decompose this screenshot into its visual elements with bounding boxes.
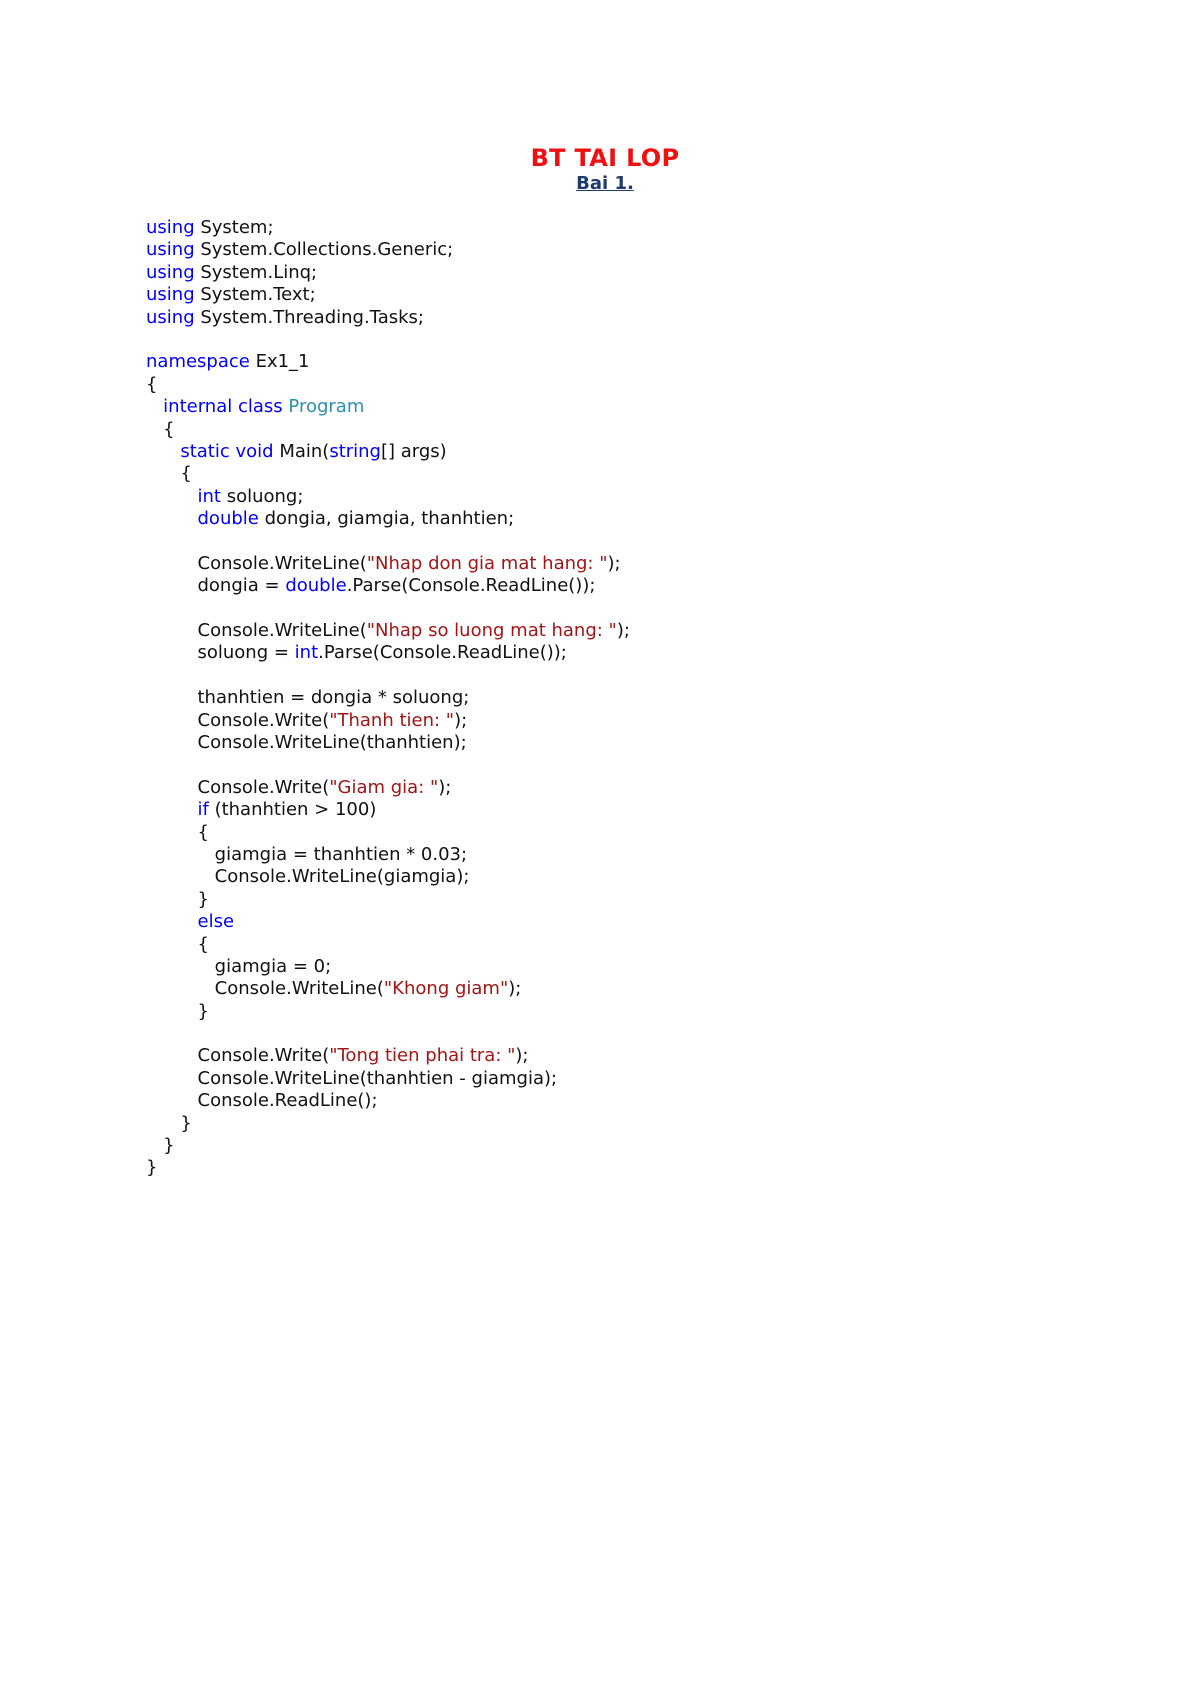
code-text: ); xyxy=(508,978,522,1000)
code-line xyxy=(146,934,630,956)
code-line xyxy=(146,553,630,575)
code-line xyxy=(146,822,630,844)
code-text: Console.WriteLine( xyxy=(146,620,367,642)
code-text: System.Collections.Generic; xyxy=(194,239,454,261)
code-text: Ex1_1 xyxy=(249,351,310,373)
code-line xyxy=(146,217,630,239)
code-text: dongia = xyxy=(146,575,286,597)
code-line xyxy=(146,754,630,776)
code-text: Console.Write( xyxy=(146,709,330,731)
code-text: System; xyxy=(194,217,274,238)
code-line xyxy=(146,620,630,642)
keyword-token: string xyxy=(329,440,381,462)
code-line xyxy=(146,530,630,552)
code-line xyxy=(146,441,630,463)
code-text: Console.WriteLine( xyxy=(146,552,367,574)
keyword-token: void xyxy=(235,440,274,462)
code-text xyxy=(146,441,180,462)
code-text: { xyxy=(146,373,158,395)
code-text: } xyxy=(146,1112,192,1134)
code-line xyxy=(146,575,630,597)
code-line xyxy=(146,1001,630,1023)
code-line xyxy=(146,486,630,508)
code-text xyxy=(146,799,198,820)
code-text: Console.WriteLine( xyxy=(146,978,384,1000)
code-text: ); xyxy=(607,552,621,574)
code-text: } xyxy=(146,888,209,910)
code-line xyxy=(146,866,630,888)
code-line xyxy=(146,1045,630,1067)
code-line xyxy=(146,284,630,306)
code-text: System.Text; xyxy=(194,284,316,306)
keyword-token: if xyxy=(197,799,209,821)
code-text: dongia, giamgia, thanhtien; xyxy=(258,508,515,530)
code-line xyxy=(146,777,630,799)
code-block xyxy=(146,217,630,1180)
code-line xyxy=(146,642,630,664)
code-text: System.Threading.Tasks; xyxy=(194,306,424,328)
code-line xyxy=(146,463,630,485)
code-line xyxy=(146,1157,630,1179)
code-text xyxy=(146,396,163,417)
code-text: Console.WriteLine(thanhtien); xyxy=(146,731,467,753)
code-text: Console.Write( xyxy=(146,776,330,798)
code-text: { xyxy=(146,933,209,955)
code-line xyxy=(146,710,630,732)
keyword-token: using xyxy=(146,261,195,283)
code-text: ); xyxy=(438,776,452,798)
string-literal: "Tong tien phai tra: " xyxy=(329,1045,516,1067)
code-text xyxy=(146,508,198,529)
code-text: { xyxy=(146,463,192,485)
keyword-token: using xyxy=(146,217,195,238)
code-text: ); xyxy=(515,1045,529,1067)
code-text: } xyxy=(146,1000,209,1022)
code-text: } xyxy=(146,1157,158,1179)
code-line xyxy=(146,1113,630,1135)
code-text: ); xyxy=(454,709,468,731)
keyword-token: int xyxy=(197,485,221,507)
keyword-token: namespace xyxy=(146,351,250,373)
code-line xyxy=(146,598,630,620)
code-line xyxy=(146,419,630,441)
code-line xyxy=(146,1068,630,1090)
code-line xyxy=(146,396,630,418)
code-text: giamgia = 0; xyxy=(146,955,332,977)
code-line xyxy=(146,508,630,530)
code-line xyxy=(146,1090,630,1112)
code-text: System.Linq; xyxy=(194,261,318,283)
keyword-token: int xyxy=(294,642,319,664)
code-text: (thanhtien > 100) xyxy=(208,799,377,821)
code-text: ); xyxy=(616,620,630,642)
code-text xyxy=(146,486,198,507)
code-line xyxy=(146,844,630,866)
string-literal: "Nhap don gia mat hang: " xyxy=(366,552,608,574)
keyword-token: using xyxy=(146,306,195,328)
code-line xyxy=(146,329,630,351)
string-literal: "Giam gia: " xyxy=(329,776,439,798)
code-line xyxy=(146,239,630,261)
keyword-token: else xyxy=(197,911,235,933)
code-line xyxy=(146,889,630,911)
keyword-token: static xyxy=(180,440,230,462)
code-line xyxy=(146,307,630,329)
keyword-token: using xyxy=(146,284,195,306)
code-text: } xyxy=(146,1135,175,1157)
string-literal: "Nhap so luong mat hang: " xyxy=(366,620,617,642)
code-text: Main( xyxy=(273,440,330,462)
code-line xyxy=(146,374,630,396)
code-text: .Parse(Console.ReadLine()); xyxy=(346,575,596,597)
code-line xyxy=(146,351,630,373)
code-text: soluong; xyxy=(220,485,304,507)
code-text: Console.Write( xyxy=(146,1045,330,1067)
code-text: { xyxy=(146,418,175,440)
code-line xyxy=(146,799,630,821)
code-text: Console.WriteLine(thanhtien - giamgia); xyxy=(146,1067,558,1089)
page-subtitle: Bai 1. xyxy=(576,173,634,194)
code-line xyxy=(146,911,630,933)
code-text: .Parse(Console.ReadLine()); xyxy=(318,642,567,664)
string-literal: "Khong giam" xyxy=(383,978,509,1000)
keyword-token: internal xyxy=(163,396,233,418)
code-line xyxy=(146,1135,630,1157)
code-text: Console.WriteLine(giamgia); xyxy=(146,866,470,888)
code-line xyxy=(146,956,630,978)
keyword-token: double xyxy=(197,508,259,530)
keyword-token: double xyxy=(285,575,347,597)
code-text: [] args) xyxy=(380,440,447,462)
type-token: Program xyxy=(288,396,365,418)
code-line xyxy=(146,978,630,1000)
code-line xyxy=(146,665,630,687)
code-text: { xyxy=(146,821,209,843)
keyword-token: using xyxy=(146,239,195,261)
code-text: soluong = xyxy=(146,642,295,664)
keyword-token: class xyxy=(237,396,283,418)
code-line xyxy=(146,687,630,709)
code-line xyxy=(146,732,630,754)
page-title: BT TAI LOP xyxy=(530,144,680,172)
code-line xyxy=(146,1023,630,1045)
code-text: Console.ReadLine(); xyxy=(146,1090,378,1112)
code-text: giamgia = thanhtien * 0.03; xyxy=(146,843,468,865)
code-text: thanhtien = dongia * soluong; xyxy=(146,687,470,709)
code-line xyxy=(146,262,630,284)
string-literal: "Thanh tien: " xyxy=(329,709,455,731)
code-text xyxy=(146,911,198,932)
